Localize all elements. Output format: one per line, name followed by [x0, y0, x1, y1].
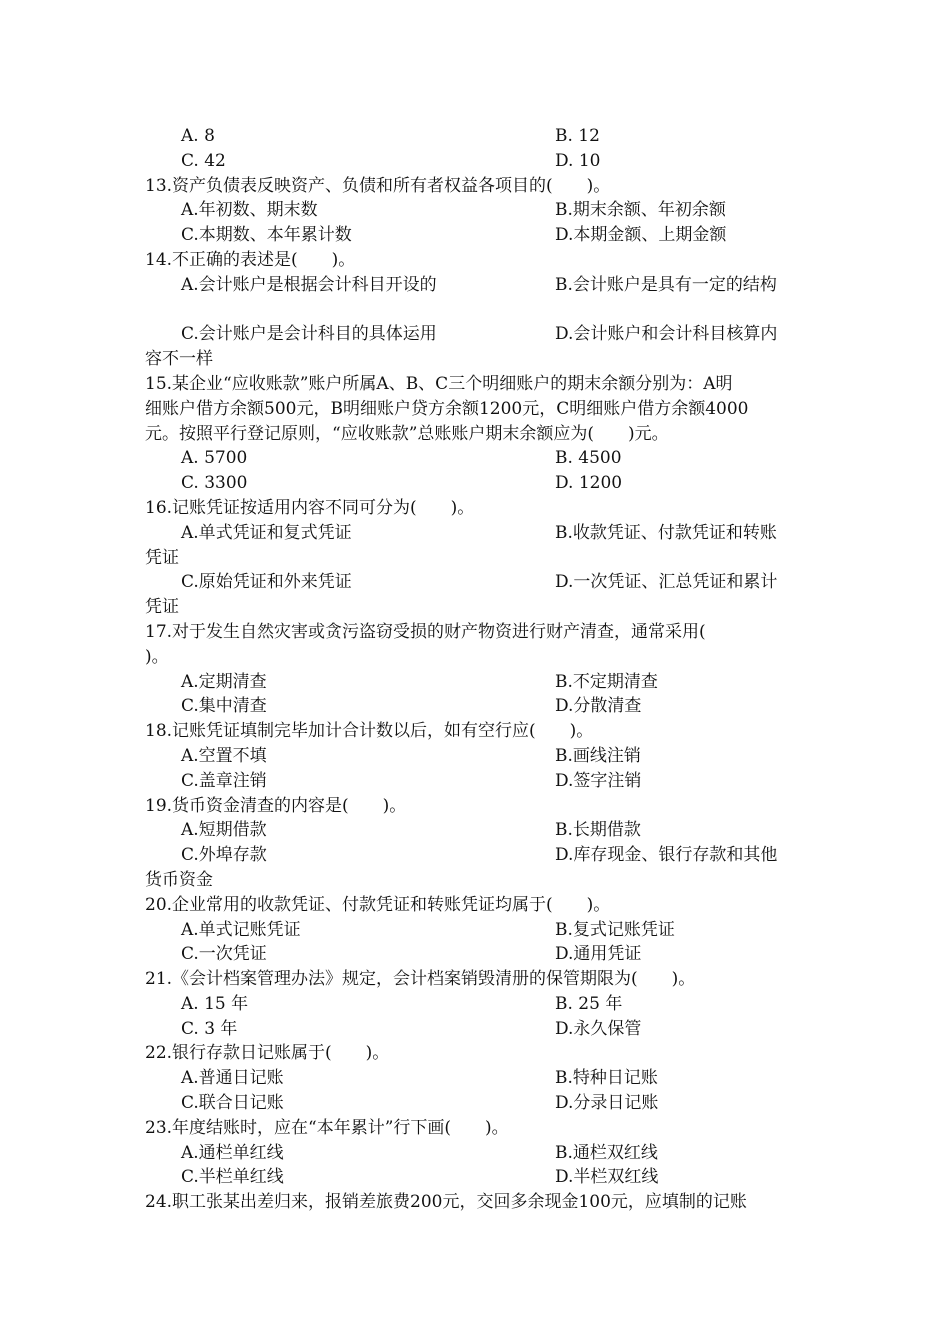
option-left: A. 8 — [181, 126, 215, 146]
option-row — [145, 124, 810, 149]
option-left: C.联合日记账 — [181, 1093, 284, 1114]
option-left: A.年初数、期末数 — [181, 200, 318, 221]
option-right: B. 25 年 — [555, 993, 623, 1014]
option-left: C. 3300 — [181, 473, 248, 494]
option-row — [145, 694, 810, 719]
option-row — [145, 918, 810, 943]
option-left: C. 42 — [181, 150, 226, 171]
question-text-line: 21.《会计档案管理办法》规定，会计档案销毁清册的保管期限为( )。 — [145, 969, 696, 990]
question-text-line: 23.年度结账时，应在“本年累计”行下画( )。 — [145, 1117, 509, 1138]
option-right: B. 4500 — [555, 448, 622, 469]
document-page — [145, 124, 810, 1215]
option-row — [145, 198, 810, 223]
option-left: A.单式记账凭证 — [181, 919, 301, 940]
option-right: D.本期金额、上期金额 — [555, 225, 727, 246]
option-right: B.长期借款 — [555, 820, 641, 841]
option-left: C.半栏单红线 — [181, 1167, 284, 1188]
option-left: C. 3 年 — [181, 1018, 238, 1039]
question-text-line: 16.记账凭证按适用内容不同可分为( )。 — [145, 497, 475, 518]
option-row — [145, 1165, 810, 1190]
option-row — [145, 322, 810, 347]
option-right: D.一次凭证、汇总凭证和累计 — [555, 572, 778, 593]
option-left: C.一次凭证 — [181, 944, 267, 965]
option-right: B.画线注销 — [555, 745, 641, 766]
option-row — [145, 223, 810, 248]
option-left: C.会计账户是会计科目的具体运用 — [181, 324, 437, 345]
blank-line — [145, 298, 810, 323]
question-text-line: 17.对于发生自然灾害或贪污盗窃受损的财产物资进行财产清查，通常采用( — [145, 621, 706, 642]
option-row — [145, 1066, 810, 1091]
question-text-line: 15.某企业“应收账款”账户所属A、B、C三个明细账户的期末余额分别为：A明 — [145, 373, 733, 394]
option-row — [145, 446, 810, 471]
option-right: B. 12 — [555, 126, 600, 146]
option-row — [145, 1091, 810, 1116]
option-row — [145, 744, 810, 769]
option-left: A.通栏单红线 — [181, 1142, 284, 1163]
option-left: A.单式凭证和复式凭证 — [181, 522, 352, 543]
option-right: D.半栏双红线 — [555, 1167, 659, 1188]
option-left: A.定期清查 — [181, 671, 267, 692]
question-text-line: 细账户借方余额500元，B明细账户贷方余额1200元，C明细账户借方余额4000 — [145, 398, 749, 419]
option-right: D.会计账户和会计科目核算内 — [555, 324, 778, 345]
option-left: C.集中清查 — [181, 696, 267, 717]
question-text-line: 凭证 — [145, 547, 179, 568]
option-row — [145, 942, 810, 967]
question-text-line: 货币资金 — [145, 869, 213, 890]
option-right: B.复式记账凭证 — [555, 919, 675, 940]
question-text-line: )。 — [145, 646, 169, 667]
option-row — [145, 992, 810, 1017]
option-left: C.外埠存款 — [181, 845, 267, 866]
option-row — [145, 818, 810, 843]
option-left: A.普通日记账 — [181, 1068, 284, 1089]
option-left: A. 5700 — [181, 448, 248, 469]
option-left: C.原始凭证和外来凭证 — [181, 572, 352, 593]
question-text-line: 18.记账凭证填制完毕加计合计数以后，如有空行应( )。 — [145, 721, 594, 742]
option-row — [145, 769, 810, 794]
option-right: D. 10 — [555, 150, 601, 171]
option-left: A.短期借款 — [181, 820, 267, 841]
option-row — [145, 1017, 810, 1042]
option-right: B.会计账户是具有一定的结构 — [555, 274, 777, 295]
option-left: C.盖章注销 — [181, 770, 267, 791]
option-right: D. 1200 — [555, 473, 623, 494]
option-row — [145, 471, 810, 496]
option-row — [145, 273, 810, 298]
option-row — [145, 1141, 810, 1166]
question-text-line: 14.不正确的表述是( )。 — [145, 249, 356, 270]
option-row — [145, 843, 810, 868]
option-left: C.本期数、本年累计数 — [181, 225, 352, 246]
option-right: B.特种日记账 — [555, 1068, 658, 1089]
question-text-line: 凭证 — [145, 597, 179, 618]
question-text-line: 22.银行存款日记账属于( )。 — [145, 1043, 390, 1064]
question-text-line: 24.职工张某出差归来，报销差旅费200元，交回多余现金100元，应填制的记账 — [145, 1192, 747, 1213]
option-row — [145, 570, 810, 595]
option-row — [145, 149, 810, 174]
question-text-line: 元。按照平行登记原则，“应收账款”总账账户期末余额应为( )元。 — [145, 423, 669, 444]
option-row — [145, 521, 810, 546]
option-right: B.不定期清查 — [555, 671, 658, 692]
option-right: D.通用凭证 — [555, 944, 642, 965]
option-left: A.会计账户是根据会计科目开设的 — [181, 274, 437, 295]
option-right: D.永久保管 — [555, 1018, 642, 1039]
option-left: A.空置不填 — [181, 745, 267, 766]
option-right: D.库存现金、银行存款和其他 — [555, 845, 778, 866]
question-text-line: 容不一样 — [145, 349, 213, 370]
option-row — [145, 670, 810, 695]
option-left: A. 15 年 — [181, 993, 249, 1014]
question-text-line: 19.货币资金清查的内容是( )。 — [145, 795, 407, 816]
question-text-line: 20.企业常用的收款凭证、付款凭证和转账凭证均属于( )。 — [145, 894, 611, 915]
option-right: D.签字注销 — [555, 770, 642, 791]
option-right: B.通栏双红线 — [555, 1142, 658, 1163]
option-right: B.期末余额、年初余额 — [555, 200, 726, 221]
option-right: B.收款凭证、付款凭证和转账 — [555, 522, 777, 543]
option-right: D.分散清查 — [555, 696, 642, 717]
question-text-line: 13.资产负债表反映资产、负债和所有者权益各项目的( )。 — [145, 175, 611, 196]
option-right: D.分录日记账 — [555, 1093, 659, 1114]
